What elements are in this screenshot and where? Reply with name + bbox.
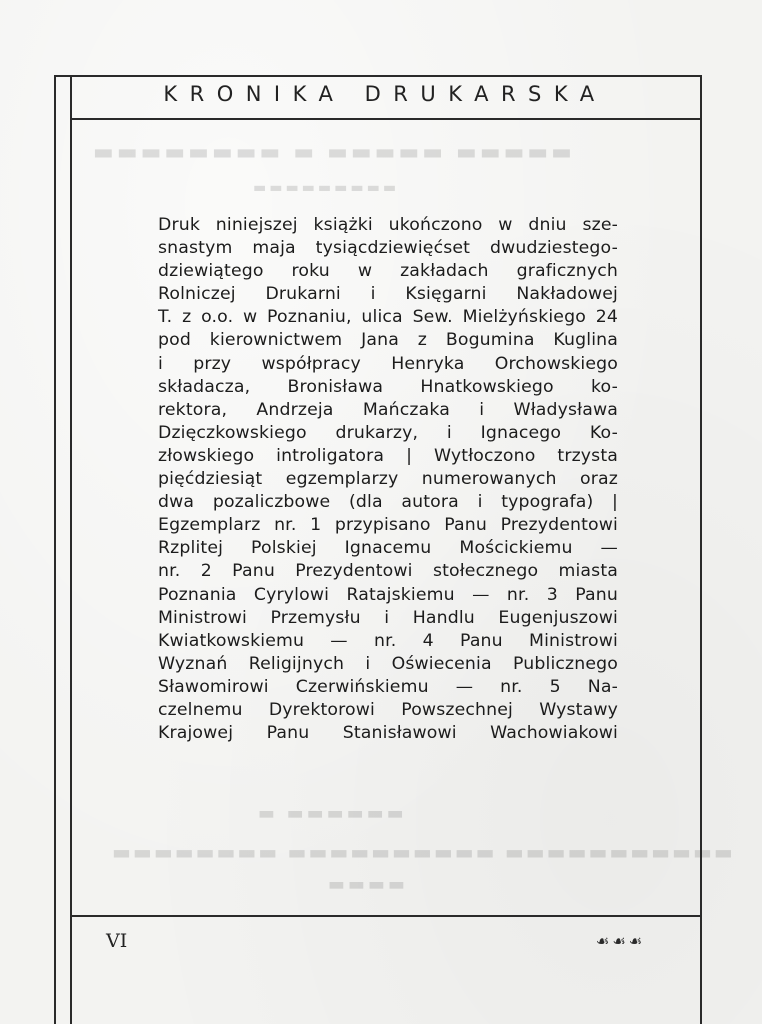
colophon-line: Egzemplarz nr. 1 przypisano Panu Prezydentowi: [158, 515, 618, 536]
colophon-line: dwa pozaliczbowe (dla autora i typografa) |: [158, 492, 618, 513]
colophon-line: snastym maja tysiącdziewięćset dwudziestego-: [158, 238, 618, 259]
colophon-line: T. z o.o. w Poznaniu, ulica Sew. Mielżyńskiego 24: [158, 307, 618, 328]
colophon-line: Druk niniejszej książki ukończono w dniu sze-: [158, 215, 618, 235]
colophon-text: [158, 214, 618, 745]
colophon-line: Dzięczkowskiego drukarzy, i Ignacego Ko-: [158, 422, 618, 443]
colophon-line: Wyznań Religijnych i Oświecenia Publicznego: [158, 653, 618, 674]
frame-left-inner-rule: [70, 75, 72, 1024]
bleed-through-year: ▬▬▬▬: [325, 874, 406, 895]
frame-right-rule: [700, 75, 702, 1024]
colophon-line: Krajowej Panu Stanisławowi Wachowiakowi: [158, 723, 618, 744]
colophon-line: dziewiątego roku w zakładach graficznych: [158, 261, 618, 282]
bleed-through-title: ▬▬▬▬▬ ▬▬▬▬▬ ▬ ▬▬▬▬▬▬▬▬: [90, 140, 572, 165]
header-bottom-rule: [70, 118, 702, 120]
running-head: KRONIKA DRUKARSKA: [163, 82, 607, 106]
colophon-line: Ministrowi Przemysłu i Handlu Eugenjuszowi: [158, 607, 618, 628]
colophon-line: Sławomirowi Czerwińskiemu — nr. 5 Na-: [158, 676, 618, 697]
bleed-through-subtitle: ▬▬▬▬▬▬▬▬▬: [250, 180, 397, 196]
colophon-line: Kwiatkowskiemu — nr. 4 Panu Ministrowi: [158, 630, 618, 651]
colophon-line: składacza, Bronisława Hnatkowskiego ko-: [158, 376, 618, 397]
bleed-through-place: ▬▬▬▬▬▬ ▬: [255, 803, 404, 824]
frame-left-outer-rule: [54, 75, 56, 1024]
footer-top-rule: [70, 915, 702, 917]
colophon-line: Rolniczej Drukarni i Księgarni Nakładowej: [158, 284, 618, 305]
colophon-line: czelnemu Dyrektorowi Powszechnej Wystawy: [158, 699, 618, 720]
colophon-line: Rzplitej Polskiej Ignacemu Mościckiemu —: [158, 538, 618, 559]
colophon-line: nr. 2 Panu Prezydentowi stołecznego miasta: [158, 561, 618, 582]
fleuron-ornament-icon: ☙☙☙: [596, 932, 646, 950]
frame-top-rule: [54, 75, 702, 77]
colophon-line: rektora, Andrzeja Mańczaka i Władysława: [158, 399, 618, 420]
colophon-line: Poznania Cyrylowi Ratajskiemu — nr. 3 Panu: [158, 584, 618, 605]
page-number: VI: [106, 930, 128, 952]
colophon-line: pięćdziesiąt egzemplarzy numerowanych oraz: [158, 469, 618, 490]
bleed-through-publisher: ▬▬▬▬▬▬▬▬▬▬▬ ▬▬▬▬▬▬▬▬▬▬ ▬▬▬▬▬▬▬▬: [110, 840, 733, 864]
colophon-line: i przy współpracy Henryka Orchowskiego: [158, 353, 618, 374]
colophon-line: pod kierownictwem Jana z Bogumina Kuglina: [158, 330, 618, 351]
colophon-line: złowskiego introligatora | Wytłoczono trzysta: [158, 445, 618, 466]
